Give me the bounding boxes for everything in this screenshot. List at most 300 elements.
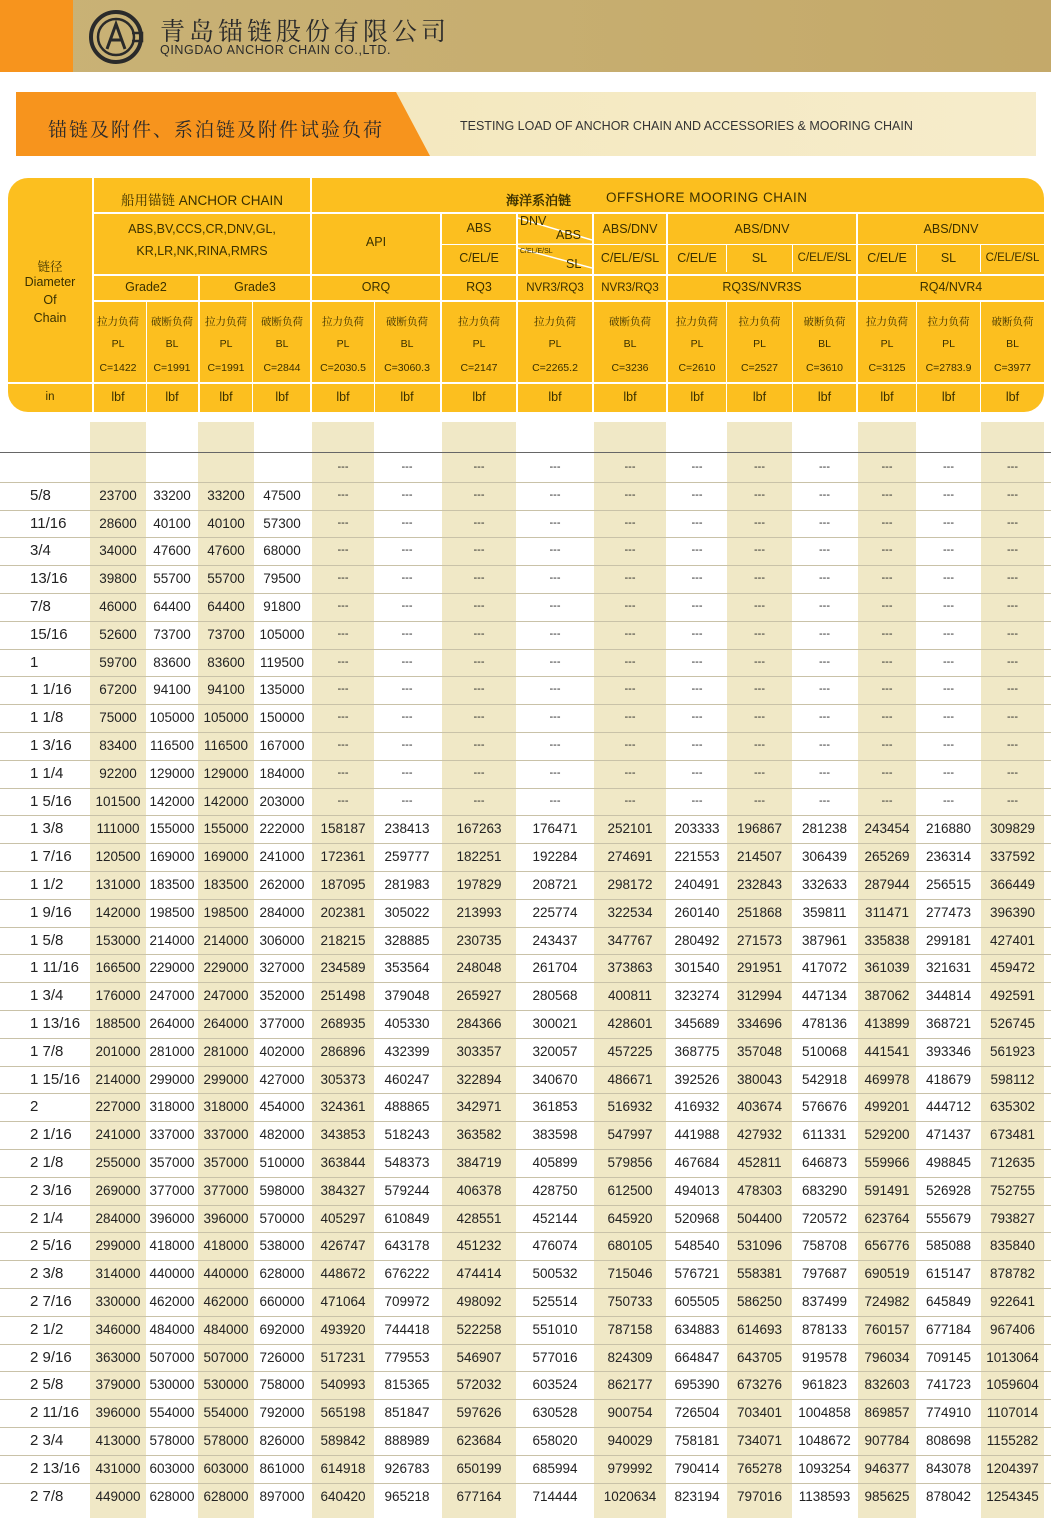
load-value-cell: 33200 bbox=[207, 487, 245, 503]
load-value-cell: 540993 bbox=[320, 1377, 366, 1393]
load-value-cell: --- bbox=[943, 488, 954, 501]
load-value-cell: 34000 bbox=[99, 543, 137, 559]
diameter-cell: 2 11/16 bbox=[30, 1404, 79, 1422]
load-value-cell: --- bbox=[473, 711, 485, 724]
table-row bbox=[0, 1260, 1051, 1288]
load-value-cell: 591491 bbox=[864, 1182, 910, 1198]
load-value-cell: --- bbox=[473, 655, 485, 668]
table-row bbox=[0, 704, 1051, 732]
load-value-cell: 321631 bbox=[925, 960, 972, 976]
load-value-cell: 888989 bbox=[384, 1433, 430, 1448]
abs-dnv-label-1: ABS/DNV bbox=[602, 222, 658, 236]
load-value-cell: 167000 bbox=[259, 738, 305, 753]
load-value-cell: 476074 bbox=[532, 1238, 578, 1254]
load-value-cell: --- bbox=[881, 739, 893, 751]
load-value-cell: --- bbox=[943, 600, 954, 612]
top-banner bbox=[0, 0, 1051, 72]
table-row bbox=[0, 954, 1051, 982]
load-value-cell: --- bbox=[943, 544, 954, 557]
load-value-cell: 40100 bbox=[207, 515, 245, 531]
load-value-cell: 551010 bbox=[532, 1321, 578, 1337]
diameter-cell: 7/8 bbox=[30, 598, 51, 615]
load-value-cell: --- bbox=[624, 766, 636, 779]
load-value-cell: 265927 bbox=[456, 988, 502, 1004]
load-value-cell: 57300 bbox=[263, 515, 301, 531]
diameter-label-cn: 链径 bbox=[37, 260, 63, 274]
load-value-cell: 368721 bbox=[925, 1016, 972, 1031]
pl-label: PL bbox=[219, 338, 233, 350]
load-value-cell: --- bbox=[1007, 683, 1018, 696]
load-value-cell: 447134 bbox=[801, 988, 848, 1004]
load-value-cell: 218215 bbox=[320, 932, 366, 948]
load-value-cell: 418679 bbox=[925, 1071, 972, 1087]
load-value-cell: 787158 bbox=[607, 1321, 653, 1337]
load-value-cell: 59700 bbox=[99, 654, 137, 670]
load-value-cell: --- bbox=[549, 627, 561, 640]
bl-label: BL bbox=[400, 338, 414, 350]
load-value-cell: --- bbox=[754, 739, 765, 751]
row-divider bbox=[0, 482, 1051, 483]
load-value-cell: 155000 bbox=[149, 821, 195, 837]
load-value-cell: --- bbox=[819, 627, 830, 640]
load-value-cell: 167263 bbox=[456, 821, 502, 837]
load-value-cell: --- bbox=[624, 627, 636, 640]
load-value-cell: --- bbox=[943, 655, 954, 668]
load-value-cell: --- bbox=[624, 488, 636, 501]
load-value-cell: 176000 bbox=[95, 988, 141, 1004]
table-row bbox=[0, 482, 1051, 510]
coefficient-label: C=1422 bbox=[99, 362, 137, 374]
load-value-cell: --- bbox=[1007, 544, 1018, 557]
coefficient-label: C=3060.3 bbox=[384, 362, 430, 374]
load-value-cell: 47600 bbox=[153, 543, 191, 559]
load-value-cell: 342971 bbox=[456, 1099, 502, 1115]
load-value-cell: 234589 bbox=[320, 960, 366, 976]
load-value-cell: 129000 bbox=[149, 765, 195, 781]
load-value-cell: 182251 bbox=[456, 849, 502, 865]
load-value-cell: 379048 bbox=[384, 988, 430, 1004]
diameter-cell: 2 3/16 bbox=[30, 1181, 72, 1199]
load-value-cell: 612500 bbox=[607, 1182, 653, 1198]
load-value-cell: --- bbox=[1007, 739, 1018, 751]
load-value-cell: 449000 bbox=[95, 1488, 141, 1504]
diameter-cell: 2 7/16 bbox=[30, 1293, 72, 1310]
load-value-cell: 299000 bbox=[203, 1071, 249, 1087]
load-value-cell: --- bbox=[473, 766, 485, 779]
pl-label: PL bbox=[753, 338, 766, 350]
load-value-cell: --- bbox=[549, 683, 561, 696]
cele-label-3: C/EL/E bbox=[867, 251, 907, 265]
load-value-cell: 760157 bbox=[864, 1321, 910, 1337]
load-value-cell: --- bbox=[337, 516, 349, 529]
diameter-cell: 2 5/8 bbox=[30, 1376, 64, 1394]
load-value-cell: 320057 bbox=[532, 1043, 578, 1059]
bl-cn-label: 破断负荷 bbox=[151, 316, 193, 328]
load-value-cell: 300021 bbox=[532, 1016, 578, 1031]
load-value-cell: 111000 bbox=[96, 821, 140, 837]
load-value-cell: 428601 bbox=[607, 1016, 653, 1031]
load-value-cell: 680105 bbox=[607, 1238, 653, 1254]
row-divider bbox=[0, 1371, 1051, 1372]
load-value-cell: 281983 bbox=[384, 877, 430, 892]
load-value-cell: --- bbox=[624, 572, 636, 585]
coefficient-label: C=1991 bbox=[153, 362, 191, 374]
row-divider bbox=[0, 899, 1051, 900]
diameter-cell: 2 1/4 bbox=[30, 1209, 64, 1227]
load-value-cell: --- bbox=[943, 572, 954, 585]
table-row bbox=[0, 593, 1051, 621]
load-value-cell: 265269 bbox=[864, 849, 910, 865]
load-value-cell: 774910 bbox=[925, 1405, 972, 1421]
coefficient-label: C=3125 bbox=[868, 362, 906, 374]
cele-label-2: C/EL/E bbox=[677, 251, 717, 265]
load-value-cell: 452144 bbox=[532, 1210, 578, 1226]
load-value-cell: 692000 bbox=[259, 1321, 305, 1337]
load-value-cell: 248048 bbox=[456, 960, 502, 976]
diameter-label-en: Diameter bbox=[24, 275, 76, 289]
load-value-cell: 131000 bbox=[95, 877, 141, 892]
grade2-label: Grade2 bbox=[125, 280, 167, 294]
load-value-cell: 243437 bbox=[532, 932, 578, 948]
load-value-cell: 585088 bbox=[925, 1238, 972, 1254]
load-value-cell: --- bbox=[691, 711, 703, 724]
load-value-cell: 418000 bbox=[203, 1238, 249, 1254]
load-value-cell: 793827 bbox=[989, 1210, 1036, 1226]
load-value-cell: --- bbox=[337, 461, 349, 473]
load-value-cell: 280492 bbox=[674, 932, 720, 948]
bl-cn-label: 破断负荷 bbox=[803, 316, 846, 328]
row-divider bbox=[0, 649, 1051, 650]
load-value-cell: 172361 bbox=[320, 849, 366, 865]
load-value-cell: 192284 bbox=[532, 849, 578, 865]
load-value-cell: 23700 bbox=[99, 487, 137, 503]
load-value-cell: 695390 bbox=[674, 1377, 720, 1393]
row-divider bbox=[0, 1288, 1051, 1289]
load-value-cell: 387961 bbox=[801, 932, 848, 948]
diameter-cell: 1 7/16 bbox=[30, 848, 72, 866]
load-value-cell: 346000 bbox=[95, 1321, 141, 1337]
load-value-cell: 643178 bbox=[384, 1238, 430, 1254]
load-value-cell: 677184 bbox=[925, 1321, 972, 1337]
load-value-cell: 247000 bbox=[149, 988, 195, 1004]
load-value-cell: 377000 bbox=[203, 1182, 249, 1198]
table-row bbox=[0, 649, 1051, 677]
load-value-cell: 158187 bbox=[320, 821, 366, 837]
load-value-cell: 824309 bbox=[607, 1349, 653, 1365]
diameter-cell: 2 1/2 bbox=[30, 1320, 64, 1338]
rq3s-label: RQ3S/NVR3S bbox=[722, 280, 802, 294]
load-value-cell: 291951 bbox=[736, 960, 783, 976]
diameter-cell: 1 15/16 bbox=[30, 1070, 81, 1088]
load-value-cell: 92200 bbox=[99, 765, 137, 781]
load-value-cell: 750733 bbox=[607, 1294, 653, 1309]
coefficient-label: C=2844 bbox=[263, 362, 301, 374]
table-row bbox=[0, 1371, 1051, 1399]
load-value-cell: 869857 bbox=[864, 1405, 910, 1421]
load-value-cell: 715046 bbox=[607, 1266, 653, 1282]
load-value-cell: --- bbox=[473, 488, 485, 501]
load-value-cell: 322534 bbox=[607, 904, 653, 920]
bl-label: BL bbox=[818, 338, 831, 350]
load-value-cell: 236314 bbox=[925, 849, 972, 865]
load-value-cell: 589842 bbox=[320, 1433, 366, 1448]
load-value-cell: 714444 bbox=[532, 1488, 578, 1504]
load-value-cell: 105000 bbox=[203, 710, 249, 726]
load-value-cell: 765278 bbox=[736, 1460, 783, 1476]
row-divider bbox=[0, 1427, 1051, 1428]
company-name-cn: 青岛锚链股份有限公司 bbox=[160, 17, 451, 46]
load-value-cell: --- bbox=[691, 544, 703, 557]
load-value-cell: 628000 bbox=[203, 1488, 249, 1504]
diameter-cell: 1 bbox=[30, 653, 39, 671]
load-value-cell: 363000 bbox=[95, 1349, 141, 1365]
load-value-cell: 645849 bbox=[925, 1294, 972, 1309]
row-divider bbox=[0, 1149, 1051, 1150]
load-value-cell: --- bbox=[624, 600, 636, 612]
load-value-cell: 366449 bbox=[989, 877, 1036, 892]
table-row bbox=[0, 1288, 1051, 1316]
unit-lbf-label: lbf bbox=[548, 390, 562, 404]
load-value-cell: 201000 bbox=[95, 1043, 141, 1059]
table-top-rule bbox=[0, 452, 1051, 453]
load-value-cell: 55700 bbox=[207, 571, 245, 587]
load-value-cell: 184000 bbox=[259, 765, 305, 781]
load-value-cell: 332633 bbox=[801, 877, 848, 892]
load-value-cell: 396000 bbox=[203, 1210, 249, 1226]
load-value-cell: --- bbox=[1007, 627, 1018, 640]
coefficient-label: C=2265.2 bbox=[532, 362, 578, 374]
load-value-cell: 474414 bbox=[456, 1266, 502, 1282]
load-value-cell: 554000 bbox=[149, 1405, 195, 1421]
load-value-cell: 73700 bbox=[153, 626, 191, 642]
row-divider bbox=[0, 1344, 1051, 1345]
load-value-cell: --- bbox=[819, 794, 830, 807]
coefficient-label: C=2527 bbox=[740, 362, 779, 374]
load-value-cell: --- bbox=[337, 766, 349, 779]
load-value-cell: 451232 bbox=[456, 1238, 502, 1254]
load-value-cell: --- bbox=[754, 794, 765, 807]
load-value-cell: 726504 bbox=[674, 1405, 720, 1421]
load-value-cell: --- bbox=[819, 739, 830, 751]
load-value-cell: --- bbox=[819, 544, 830, 557]
load-value-cell: 284366 bbox=[456, 1016, 502, 1031]
load-value-cell: --- bbox=[401, 711, 413, 724]
load-value-cell: 826000 bbox=[259, 1433, 305, 1448]
load-value-cell: --- bbox=[754, 544, 765, 557]
pl-label: PL bbox=[111, 338, 125, 350]
coefficient-label: C=2147 bbox=[460, 362, 498, 374]
unit-lbf-label: lbf bbox=[941, 390, 956, 404]
unit-lbf-label: lbf bbox=[472, 390, 486, 404]
load-value-cell: 402000 bbox=[259, 1043, 305, 1059]
load-value-cell: --- bbox=[691, 766, 703, 779]
load-value-cell: 623684 bbox=[456, 1433, 502, 1448]
pl-cn-label: 拉力负荷 bbox=[97, 316, 139, 328]
load-value-cell: 640420 bbox=[320, 1488, 366, 1504]
load-value-cell: 241000 bbox=[259, 849, 305, 865]
load-value-cell bbox=[146, 454, 198, 482]
load-value-cell: 299000 bbox=[149, 1071, 195, 1087]
load-value-cell bbox=[198, 454, 254, 482]
load-value-cell: --- bbox=[401, 516, 413, 529]
unit-lbf-label: lbf bbox=[690, 390, 704, 404]
load-value-cell: 305022 bbox=[384, 904, 430, 920]
load-value-cell: 431000 bbox=[95, 1460, 141, 1476]
load-value-cell: --- bbox=[819, 766, 830, 779]
load-value-cell: --- bbox=[337, 739, 349, 751]
load-value-cell: --- bbox=[881, 544, 893, 557]
load-value-cell: 482000 bbox=[259, 1127, 305, 1143]
load-value-cell: --- bbox=[1007, 461, 1018, 473]
load-value-cell: --- bbox=[1007, 766, 1018, 779]
load-value-cell: --- bbox=[881, 627, 893, 640]
load-value-cell: 570000 bbox=[259, 1210, 305, 1226]
load-value-cell: 1155282 bbox=[986, 1433, 1039, 1448]
load-value-cell: --- bbox=[1007, 488, 1018, 501]
load-value-cell: 709145 bbox=[925, 1349, 972, 1365]
load-value-cell: 64400 bbox=[153, 599, 191, 614]
load-value-cell: 274691 bbox=[607, 849, 653, 865]
unit-in-label: in bbox=[45, 391, 55, 403]
load-value-cell: 500532 bbox=[532, 1266, 578, 1282]
load-value-cell: --- bbox=[473, 627, 485, 640]
load-value-cell: 650199 bbox=[456, 1460, 502, 1476]
load-value-cell: 547997 bbox=[607, 1127, 653, 1143]
row-divider bbox=[0, 788, 1051, 789]
load-value-cell: 572032 bbox=[456, 1377, 502, 1393]
load-value-cell: --- bbox=[473, 739, 485, 751]
load-value-cell: 525514 bbox=[532, 1294, 578, 1309]
load-value-cell: --- bbox=[549, 461, 561, 473]
load-value-cell: 198500 bbox=[149, 904, 195, 920]
load-value-cell: 685994 bbox=[532, 1460, 578, 1476]
load-value-cell: --- bbox=[337, 600, 349, 612]
orq-label: ORQ bbox=[361, 280, 391, 294]
load-value-cell: --- bbox=[943, 766, 954, 779]
diameter-cell: 1 1/16 bbox=[30, 681, 72, 699]
load-value-cell: 322894 bbox=[456, 1071, 502, 1087]
diameter-cell: 2 7/8 bbox=[30, 1487, 64, 1505]
load-value-cell: 83600 bbox=[207, 654, 245, 670]
load-value-cell: --- bbox=[943, 627, 954, 640]
load-value-cell: 271573 bbox=[736, 932, 783, 948]
load-value-cell: 229000 bbox=[149, 960, 195, 976]
coefficient-label: C=3610 bbox=[805, 362, 844, 374]
load-value-cell: 522258 bbox=[456, 1321, 502, 1337]
load-value-cell: 1020634 bbox=[603, 1488, 657, 1504]
load-value-cell: 690519 bbox=[864, 1266, 910, 1282]
load-value-cell: --- bbox=[624, 683, 636, 696]
load-value-cell: 615147 bbox=[925, 1266, 972, 1282]
diameter-cell: 2 bbox=[30, 1098, 39, 1116]
table-row bbox=[0, 1066, 1051, 1094]
load-value-cell: 363844 bbox=[320, 1155, 366, 1170]
load-value-cell: 309829 bbox=[989, 821, 1036, 837]
load-value-cell: --- bbox=[401, 600, 413, 612]
load-value-cell: 52600 bbox=[99, 626, 137, 642]
table-row bbox=[0, 1344, 1051, 1372]
load-value-cell: 298172 bbox=[607, 877, 653, 892]
load-value-cell: --- bbox=[819, 683, 830, 696]
load-value-cell: --- bbox=[943, 516, 954, 529]
diameter-cell: 1 1/4 bbox=[30, 764, 64, 782]
load-value-cell: 187095 bbox=[320, 877, 366, 892]
diameter-cell: 1 1/2 bbox=[30, 876, 64, 893]
table-row bbox=[0, 815, 1051, 843]
load-value-cell: 628000 bbox=[259, 1266, 305, 1282]
diameter-label-chain: Chain bbox=[33, 311, 67, 325]
load-value-cell: 416932 bbox=[674, 1099, 720, 1115]
row-divider bbox=[0, 982, 1051, 983]
load-value-cell: 507000 bbox=[149, 1349, 195, 1365]
load-value-cell: 897000 bbox=[259, 1488, 305, 1504]
table-row bbox=[0, 788, 1051, 816]
load-value-cell: 907784 bbox=[864, 1433, 910, 1448]
anchor-chain-heading: 船用锚链 ANCHOR CHAIN bbox=[120, 193, 283, 208]
load-value-cell: --- bbox=[473, 794, 485, 807]
load-value-cell: 454000 bbox=[259, 1099, 305, 1115]
load-value-cell: --- bbox=[401, 794, 413, 807]
load-value-cell: 676222 bbox=[384, 1266, 430, 1282]
load-value-cell: 862177 bbox=[607, 1377, 653, 1393]
offshore-heading-cn: 海洋系泊链 bbox=[506, 193, 572, 208]
load-value-cell: 634883 bbox=[674, 1321, 720, 1337]
load-value-cell: --- bbox=[754, 461, 765, 473]
load-value-cell: 835840 bbox=[989, 1238, 1036, 1254]
diameter-cell: 13/16 bbox=[30, 570, 68, 588]
load-value-cell: 979992 bbox=[607, 1460, 653, 1476]
load-value-cell: 55700 bbox=[153, 571, 191, 587]
diameter-cell: 2 9/16 bbox=[30, 1348, 72, 1366]
load-value-cell: 277473 bbox=[925, 904, 972, 920]
load-value-cell: 628000 bbox=[149, 1488, 195, 1504]
abs-label-2: ABS bbox=[556, 228, 582, 242]
table-row bbox=[0, 1427, 1051, 1455]
load-value-cell: 459472 bbox=[989, 960, 1036, 976]
pl-label: PL bbox=[336, 338, 350, 350]
classes-line2: KR,LR,NK,RINA,RMRS bbox=[136, 244, 268, 258]
row-divider bbox=[0, 1232, 1051, 1233]
table-header bbox=[8, 178, 1044, 412]
load-value-cell: 255000 bbox=[95, 1155, 141, 1170]
load-value-cell: 327000 bbox=[259, 960, 305, 976]
load-value-cell: --- bbox=[943, 711, 954, 724]
load-value-cell: 287944 bbox=[864, 877, 910, 892]
load-value-cell: 363582 bbox=[456, 1127, 502, 1143]
load-value-cell: --- bbox=[819, 600, 830, 612]
load-value-cell: --- bbox=[549, 794, 561, 807]
load-value-cell: 507000 bbox=[203, 1349, 249, 1365]
load-value-cell: 314000 bbox=[95, 1266, 141, 1282]
load-value-cell: 741723 bbox=[925, 1377, 972, 1393]
load-value-cell: 758181 bbox=[674, 1433, 720, 1448]
load-value-cell: 214000 bbox=[149, 932, 195, 948]
load-value-cell: 142000 bbox=[203, 793, 249, 809]
diameter-cell: 15/16 bbox=[30, 625, 68, 643]
table-row bbox=[0, 927, 1051, 955]
load-value-cell: --- bbox=[473, 544, 485, 557]
load-value-cell: 878133 bbox=[801, 1321, 848, 1337]
load-value-cell: --- bbox=[624, 461, 636, 473]
load-value-cell: --- bbox=[943, 683, 954, 696]
load-value-cell: 900754 bbox=[607, 1405, 653, 1421]
load-value-cell: --- bbox=[473, 683, 485, 696]
pl-cn-label: 拉力负荷 bbox=[458, 316, 500, 328]
load-value-cell: 120500 bbox=[95, 849, 141, 865]
load-value-cell: 758708 bbox=[801, 1238, 848, 1254]
load-value-cell: --- bbox=[549, 572, 561, 585]
diameter-cell: 2 3/8 bbox=[30, 1265, 64, 1283]
